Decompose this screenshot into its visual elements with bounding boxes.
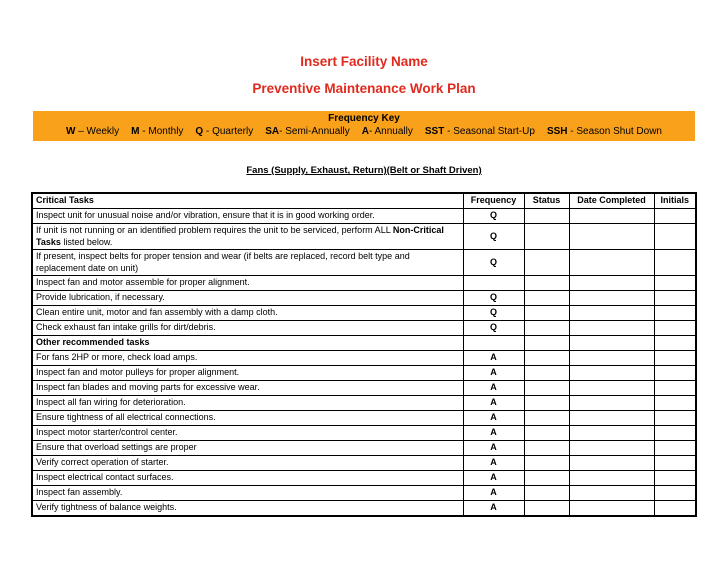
header-frequency: Frequency (463, 193, 524, 209)
status-cell (524, 336, 569, 351)
frequency-key-banner (33, 111, 695, 141)
task-text: Inspect unit for unusual noise and/or vibration, ensure that it is in good working order. (36, 210, 375, 221)
task-cell (32, 411, 463, 426)
date-completed-cell (569, 291, 654, 306)
task-text: Inspect electrical contact surfaces. (36, 472, 174, 483)
frequency-cell: A (463, 366, 524, 381)
date-completed-cell (569, 456, 654, 471)
section-header-cell (32, 336, 463, 351)
task-cell (32, 471, 463, 486)
task-text: Clean entire unit, motor and fan assembly with a damp cloth. (36, 307, 278, 318)
status-cell (524, 501, 569, 517)
table-row (32, 396, 696, 411)
task-cell (32, 441, 463, 456)
task-text: Verify tightness of balance weights. (36, 502, 177, 513)
initials-cell (654, 276, 696, 291)
date-completed-cell (569, 426, 654, 441)
frequency-cell: A (463, 486, 524, 501)
status-cell (524, 396, 569, 411)
table-row (32, 321, 696, 336)
frequency-key-title: Frequency Key (328, 113, 400, 124)
table-row (32, 456, 696, 471)
task-cell (32, 351, 463, 366)
frequency-label: - Quarterly (203, 126, 254, 137)
status-cell (524, 411, 569, 426)
frequency-cell: A (463, 501, 524, 517)
table-row (32, 336, 696, 351)
date-completed-cell (569, 224, 654, 250)
initials-cell (654, 291, 696, 306)
task-text: Inspect fan assembly. (36, 487, 123, 498)
status-cell (524, 486, 569, 501)
frequency-cell: Q (463, 321, 524, 336)
table-row (32, 501, 696, 517)
task-text: listed below. (60, 236, 113, 247)
table-row (32, 411, 696, 426)
frequency-label: – Weekly (75, 126, 120, 137)
frequency-key-item (66, 126, 119, 137)
frequency-cell: A (463, 441, 524, 456)
header-status: Status (524, 193, 569, 209)
date-completed-cell (569, 306, 654, 321)
task-cell (32, 486, 463, 501)
task-text: Ensure tightness of all electrical connections. (36, 412, 216, 423)
frequency-code: SA (265, 126, 280, 137)
task-text: Other recommended tasks (36, 337, 150, 348)
status-cell (524, 456, 569, 471)
status-cell (524, 291, 569, 306)
frequency-cell: Q (463, 306, 524, 321)
frequency-cell (463, 276, 524, 291)
task-text: Verify correct operation of starter. (36, 457, 169, 468)
initials-cell (654, 224, 696, 250)
frequency-code: M (131, 126, 140, 137)
frequency-key-item (362, 126, 413, 137)
task-cell (32, 321, 463, 336)
date-completed-cell (569, 381, 654, 396)
initials-cell (654, 411, 696, 426)
date-completed-cell (569, 441, 654, 456)
table-header-row (32, 193, 696, 209)
task-cell (32, 209, 463, 224)
task-text: Non-Critical Tasks (36, 225, 444, 247)
status-cell (524, 306, 569, 321)
frequency-cell: A (463, 456, 524, 471)
frequency-cell: A (463, 426, 524, 441)
frequency-cell: A (463, 411, 524, 426)
initials-cell (654, 381, 696, 396)
date-completed-cell (569, 336, 654, 351)
initials-cell (654, 501, 696, 517)
task-cell (32, 381, 463, 396)
frequency-key-item (265, 126, 350, 137)
table-row (32, 209, 696, 224)
task-text: Inspect fan and motor assemble for proper alignment. (36, 277, 250, 288)
initials-cell (654, 366, 696, 381)
frequency-cell (463, 336, 524, 351)
task-cell (32, 224, 463, 250)
frequency-label: - Annually (368, 126, 413, 137)
task-text: Check exhaust fan intake grills for dirt/debris. (36, 322, 216, 333)
initials-cell (654, 426, 696, 441)
task-cell (32, 250, 463, 276)
frequency-cell: Q (463, 224, 524, 250)
task-cell (32, 501, 463, 517)
date-completed-cell (569, 486, 654, 501)
initials-cell (654, 306, 696, 321)
table-row (32, 250, 696, 276)
frequency-code: Q (195, 126, 204, 137)
initials-cell (654, 321, 696, 336)
date-completed-cell (569, 411, 654, 426)
initials-cell (654, 336, 696, 351)
facility-name-title: Insert Facility Name (300, 54, 428, 69)
table-row (32, 351, 696, 366)
status-cell (524, 276, 569, 291)
table-row (32, 426, 696, 441)
initials-cell (654, 209, 696, 224)
frequency-label: - Monthly (139, 126, 184, 137)
frequency-key-item (195, 126, 253, 137)
status-cell (524, 366, 569, 381)
task-text: For fans 2HP or more, check load amps. (36, 352, 198, 363)
task-cell (32, 291, 463, 306)
task-cell (32, 396, 463, 411)
table-row (32, 441, 696, 456)
frequency-key-item (425, 126, 535, 137)
table-row (32, 366, 696, 381)
status-cell (524, 381, 569, 396)
date-completed-cell (569, 209, 654, 224)
date-completed-cell (569, 471, 654, 486)
header-date-completed: Date Completed (569, 193, 654, 209)
date-completed-cell (569, 276, 654, 291)
date-completed-cell (569, 366, 654, 381)
status-cell (524, 250, 569, 276)
frequency-cell: A (463, 351, 524, 366)
table-row (32, 306, 696, 321)
table-row (32, 471, 696, 486)
initials-cell (654, 486, 696, 501)
frequency-code: A (361, 126, 369, 137)
task-text: Inspect all fan wiring for deterioration. (36, 397, 186, 408)
table-row (32, 276, 696, 291)
header-initials: Initials (654, 193, 696, 209)
date-completed-cell (569, 250, 654, 276)
frequency-cell: Q (463, 209, 524, 224)
task-text: Inspect fan blades and moving parts for excessive wear. (36, 382, 260, 393)
initials-cell (654, 471, 696, 486)
frequency-cell: A (463, 396, 524, 411)
status-cell (524, 426, 569, 441)
table-row (32, 291, 696, 306)
initials-cell (654, 441, 696, 456)
status-cell (524, 321, 569, 336)
table-row (32, 381, 696, 396)
date-completed-cell (569, 501, 654, 517)
task-cell (32, 456, 463, 471)
status-cell (524, 351, 569, 366)
frequency-cell: Q (463, 250, 524, 276)
plan-title: Preventive Maintenance Work Plan (252, 81, 476, 96)
initials-cell (654, 396, 696, 411)
task-text: If present, inspect belts for proper tension and wear (if belts are replaced, record belt type and replacement date on unit) (36, 251, 410, 273)
initials-cell (654, 456, 696, 471)
status-cell (524, 224, 569, 250)
task-cell (32, 276, 463, 291)
date-completed-cell (569, 351, 654, 366)
frequency-cell: Q (463, 291, 524, 306)
date-completed-cell (569, 321, 654, 336)
task-text: Provide lubrication, if necessary. (36, 292, 165, 303)
frequency-cell: A (463, 471, 524, 486)
task-cell (32, 366, 463, 381)
frequency-code: SST (424, 126, 445, 137)
frequency-label: - Season Shut Down (567, 126, 662, 137)
maintenance-table (31, 192, 697, 517)
task-text: Inspect motor starter/control center. (36, 427, 178, 438)
date-completed-cell (569, 396, 654, 411)
table-row (32, 486, 696, 501)
frequency-cell: A (463, 381, 524, 396)
task-cell (32, 306, 463, 321)
task-cell (32, 426, 463, 441)
status-cell (524, 471, 569, 486)
frequency-code: W (65, 126, 76, 137)
task-text: Ensure that overload settings are proper (36, 442, 197, 453)
frequency-label: - Semi-Annually (279, 126, 350, 137)
frequency-key-items (33, 125, 695, 138)
frequency-key-item (131, 126, 183, 137)
frequency-label: - Seasonal Start-Up (444, 126, 535, 137)
frequency-code: SSH (546, 126, 568, 137)
task-text: If unit is not running or an identified problem requires the unit to be serviced, perform ALL (36, 225, 393, 235)
table-row (32, 224, 696, 250)
status-cell (524, 441, 569, 456)
initials-cell (654, 351, 696, 366)
frequency-key-item (547, 126, 662, 137)
status-cell (524, 209, 569, 224)
section-heading: Fans (Supply, Exhaust, Return)(Belt or Shaft Driven) (246, 165, 482, 176)
header-critical-tasks: Critical Tasks (32, 193, 463, 209)
initials-cell (654, 250, 696, 276)
task-text: Inspect fan and motor pulleys for proper alignment. (36, 367, 240, 378)
